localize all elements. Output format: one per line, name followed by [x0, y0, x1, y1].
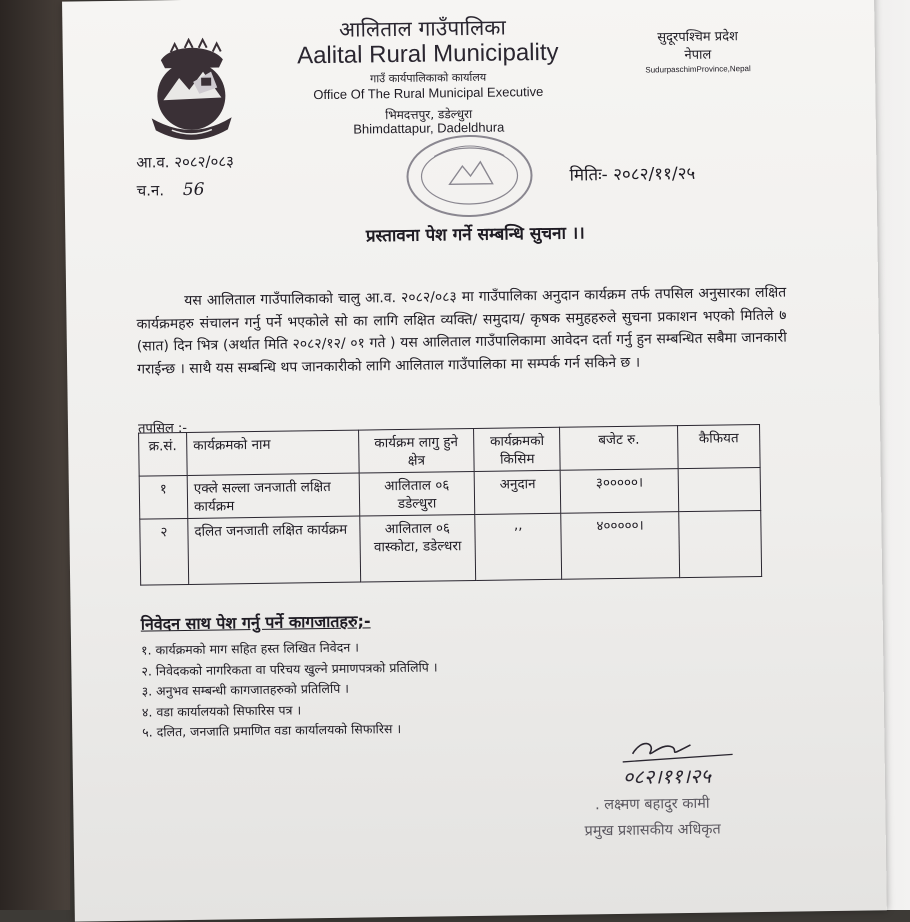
municipality-name-en: Aalital Rural Municipality — [296, 38, 559, 70]
province-en: SudurpaschimProvince,Nepal — [645, 64, 751, 75]
address-en: Bhimdattapur, Dadeldhura — [353, 119, 505, 137]
municipality-name-np: आलिताल गाउँपालिका — [338, 15, 507, 42]
cell-program-name: एक्ले सल्ला जनजाती लक्षित कार्यक्रम — [187, 473, 359, 518]
cell-serial: २ — [140, 518, 189, 585]
header-budget: बजेट रु. — [560, 426, 678, 471]
header-remarks: कैफियत — [678, 424, 761, 468]
nepal-emblem-icon — [131, 37, 253, 149]
cell-remarks — [679, 510, 762, 577]
documents-list — [141, 636, 439, 743]
dispatch-label: च.न. — [136, 181, 165, 200]
program-table — [138, 424, 762, 586]
list-item: १. कार्यक्रमको माग सहित हस्त लिखित निवेदन । — [140, 639, 360, 658]
notice-subject: प्रस्तावना पेश गर्ने सम्बन्धि सुचना ।। — [365, 223, 585, 247]
header-serial: क्र.सं. — [139, 432, 188, 476]
country-np: नेपाल — [684, 47, 712, 63]
officer-title: प्रमुख प्रशासकीय अधिकृत — [584, 821, 721, 840]
table-caption: तपसिल :- — [137, 420, 188, 437]
province-np: सुदूरपश्चिम प्रदेश — [657, 29, 738, 46]
list-item: २. निवेदकको नागरिकता वा परिचय खुल्ने प्रमाणपत्रको प्रतिलिपि । — [141, 658, 438, 679]
dispatch-number-row — [137, 180, 205, 201]
cell-remarks — [678, 467, 761, 511]
background-shadow — [0, 0, 70, 910]
dispatch-number: 56 — [182, 179, 205, 200]
header-program-name: कार्यक्रमको नाम — [187, 430, 359, 475]
office-name-en: Office Of The Rural Municipal Executive — [313, 83, 544, 103]
cell-program-area: आलिताल ०६ वास्कोटा, डडेल्धरा — [359, 514, 476, 582]
cell-program-type: अनुदान — [474, 470, 561, 514]
header-program-type: कार्यक्रमको किसिम — [474, 427, 561, 471]
office-name-np: गाउँ कार्यपालिकाको कार्यालय — [369, 70, 487, 86]
notice-date: मितिः- २०८२/११/२५ — [569, 163, 696, 186]
header-program-area: कार्यक्रम लागु हुने क्षेत्र — [358, 428, 474, 473]
list-item: ५. दलित, जनजाति प्रमाणित वडा कार्यालयको सिफारिस । — [142, 721, 402, 740]
cell-budget: ४०००००। — [561, 512, 680, 580]
notice-body — [136, 282, 787, 381]
office-stamp-icon — [394, 125, 545, 227]
signature — [602, 732, 763, 794]
address-np: भिमदत्तपुर, डडेल्धुरा — [385, 106, 473, 123]
signature-date: ०८२।११।२५ — [622, 763, 712, 789]
cell-program-area: आलिताल ०६ डडेल्धुरा — [359, 471, 475, 516]
notice-document — [62, 0, 887, 922]
cell-program-type: ,, — [475, 513, 562, 580]
officer-name: . लक्ष्मण बहादुर कामी — [594, 795, 710, 814]
list-item: ३. अनुभव सम्बन्धी कागजातहरुको प्रतिलिपि । — [141, 680, 350, 699]
cell-serial: १ — [139, 475, 188, 519]
cell-program-name: दलित जनजाती लक्षित कार्यक्रम — [188, 516, 361, 584]
documents-heading: निवेदन साथ पेश गर्नु पर्ने कागजातहरु;- — [140, 611, 371, 634]
table-row — [140, 510, 762, 585]
fiscal-year: आ.व. २०८२/०८३ — [136, 152, 235, 172]
notice-body-text: यस आलिताल गाउँपालिकाको चालु आ.व. २०८२/०८३ मा गाउँपालिका अनुदान कार्यक्रम तर्फ तपसिल अनुसारका लक्षित कार्यक्रमहरु संचालन गर्नु पर्ने भएकोले सो का लागि लक्षित व्यक्ति/ समुदाय/ कृषक समुहहरुले सुचना प्रकाशन भएको मितिले ७ (सात) दिन भित्र (अर्थात मिति २०८२/१२/ ०१ गते ) यस आलिताल गाउँपालिकामा आवेदन दर्ता गर्नु हुन सम्बन्धित सबैमा जानकारी गराईन्छ । साथै यस सम्बन्धि थप जानकारीको लागि आलिताल गाउँपालिका मा सम्पर्क गर्न सकिने छ । — [136, 284, 787, 378]
cell-budget: ३०००००। — [560, 469, 678, 514]
list-item: ४. वडा कार्यालयको सिफारिस पत्र । — [141, 701, 302, 720]
